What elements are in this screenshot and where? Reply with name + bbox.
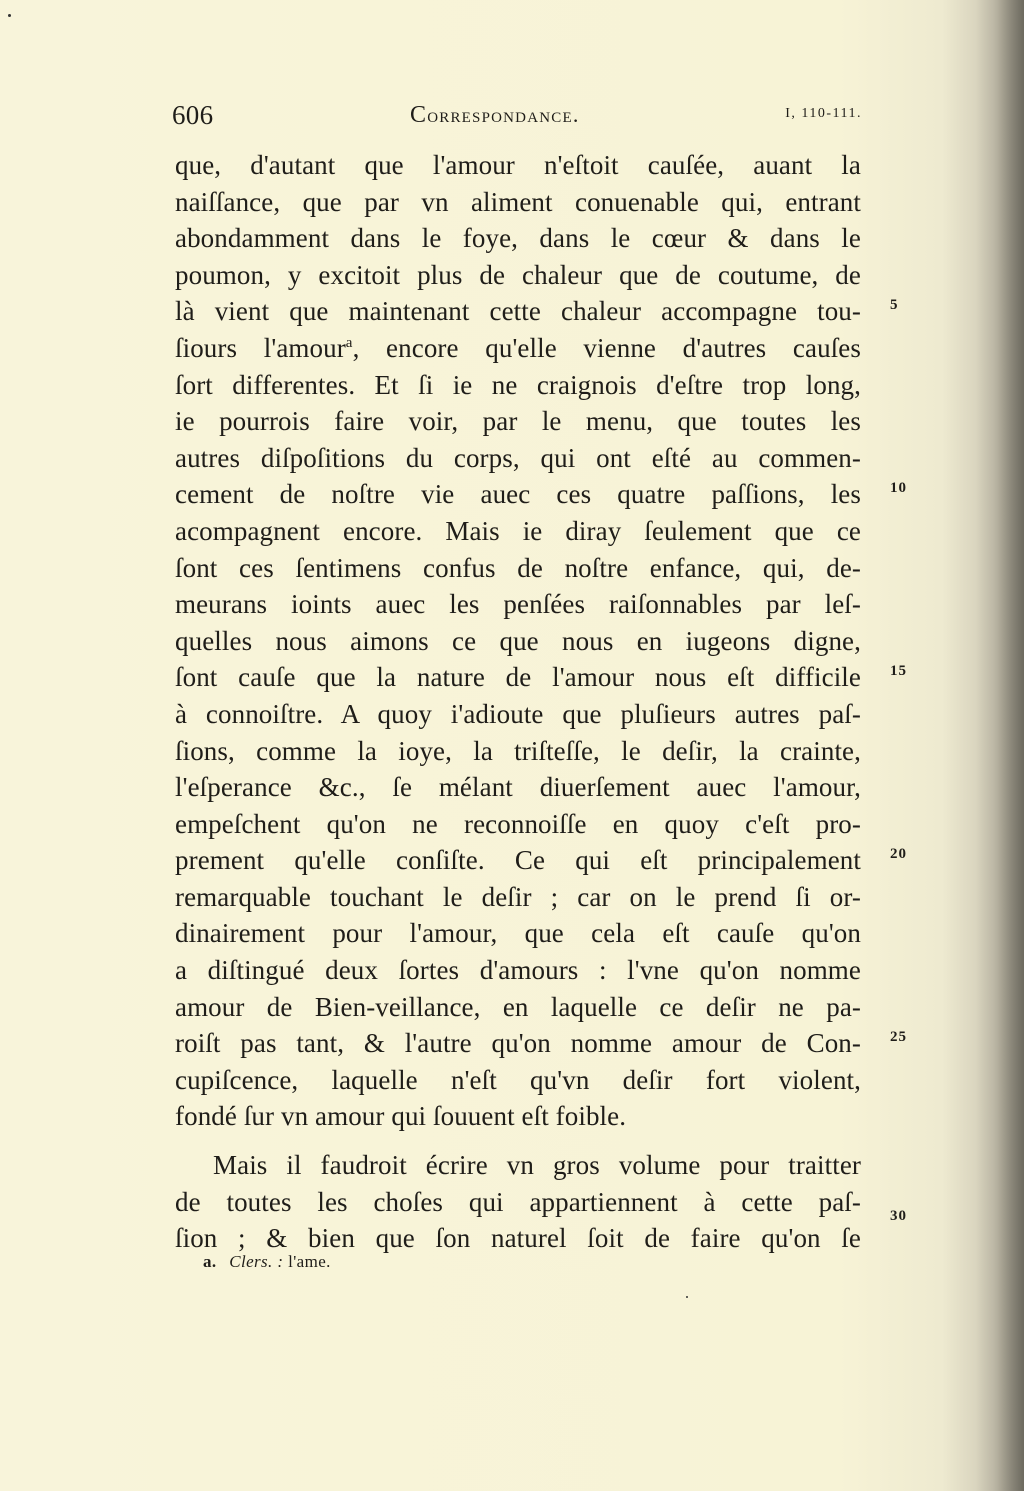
- footnote-text: l'ame.: [288, 1252, 331, 1271]
- running-title: [410, 102, 580, 129]
- text-line: autres diſpoſitions du corps, qui ont eſté au commen-: [175, 442, 861, 473]
- footnote-marker: a: [345, 334, 353, 351]
- print-speck: [686, 1296, 688, 1298]
- text-line: amour de Bien-veillance, en laquelle ce deſir ne pa-: [175, 991, 861, 1022]
- body-text: [175, 147, 861, 1257]
- text-line: ſion ; & bien que ſon naturel ſoit de faire qu'on ſe: [175, 1223, 861, 1254]
- text-line: ſort differentes. Et ſi ie ne craignois d'eſtre trop long,: [175, 369, 861, 400]
- text-line: ſions, comme la ioye, la triſteſſe, le deſir, la crainte,: [175, 735, 861, 766]
- text-line: [175, 330, 861, 367]
- page-number: 606: [172, 100, 214, 130]
- text-line: de toutes les choſes qui appartiennent à cette paſ-: [175, 1186, 861, 1217]
- text-line: fondé ſur vn amour qui ſouuent eſt foible.: [175, 1101, 627, 1132]
- text-line: a diſtingué deux ſortes d'amours : l'vne qu'on nomme: [175, 955, 861, 986]
- page-edge-shadow: [976, 0, 1024, 1491]
- text-line: prement qu'elle conſiſte. Ce qui eſt principalement: [175, 845, 861, 876]
- text-line: remarquable touchant le deſir ; car on le prend ſi or-: [175, 881, 861, 912]
- text-line: l'eſperance &c., ſe mélant diuerſement auec l'amour,: [175, 772, 861, 803]
- text-line: abondamment dans le foye, dans le cœur & dans le: [175, 223, 861, 254]
- text-line: roiſt pas tant, & l'autre qu'on nomme amour de Con-: [175, 1028, 861, 1059]
- line-number: 20: [890, 846, 907, 862]
- text-line: meurans ioints auec les penſées raiſonnables par leſ-: [175, 589, 861, 620]
- line-number: 25: [890, 1029, 907, 1045]
- text-line: empeſchent qu'on ne reconnoiſſe en quoy c'eſt pro-: [175, 808, 861, 839]
- text-line: poumon, y excitoit plus de chaleur que de coutume, de: [175, 259, 861, 290]
- text-line: ſont cauſe que la nature de l'amour nous eſt difficile: [175, 662, 861, 693]
- text-line: à connoiſtre. A quoy i'adioute que pluſieurs autres paſ-: [175, 698, 861, 729]
- print-speck: [8, 14, 11, 17]
- page-header: [172, 100, 862, 136]
- running-title-rest: orrespondance.: [427, 102, 580, 127]
- text-segment: ſiours l'amour: [175, 332, 346, 363]
- footnote-label: a.: [203, 1252, 217, 1271]
- text-line: ſont ces ſentimens confus de noſtre enfance, qui, de-: [175, 552, 861, 583]
- running-title-initial: C: [410, 102, 428, 128]
- paragraph-break: [175, 1135, 861, 1147]
- line-number: 15: [890, 663, 907, 679]
- text-line: que, d'autant que l'amour n'eſtoit cauſée, auant la: [175, 150, 861, 180]
- line-number: 5: [890, 297, 899, 313]
- text-line: dinairement pour l'amour, que cela eſt cauſe qu'on: [175, 918, 861, 949]
- page-reference: I, 110-111.: [785, 106, 862, 121]
- text-line: là vient que maintenant cette chaleur accompagne tou-: [175, 296, 861, 327]
- line-number: 30: [890, 1208, 907, 1224]
- text-line: acompagnent encore. Mais ie diray ſeulement que ce: [175, 515, 861, 546]
- footnote: [203, 1252, 331, 1272]
- line-number: 10: [890, 480, 907, 496]
- footnote-source: Clers. :: [229, 1252, 284, 1271]
- text-line: ie pourrois faire voir, par le menu, que toutes les: [175, 406, 861, 437]
- text-line: naiſſance, que par vn aliment conuenable qui, entrant: [175, 186, 861, 217]
- text-line: cupiſcence, laquelle n'eſt qu'vn deſir fort violent,: [175, 1064, 861, 1095]
- text-line: quelles nous aimons ce que nous en iugeons digne,: [175, 625, 861, 656]
- text-line: Mais il faudroit écrire vn gros volume pour traitter: [213, 1150, 861, 1181]
- text-segment: , encore qu'elle vienne d'autres cauſes: [352, 332, 861, 363]
- text-line: cement de noſtre vie auec ces quatre paſſions, les: [175, 479, 861, 510]
